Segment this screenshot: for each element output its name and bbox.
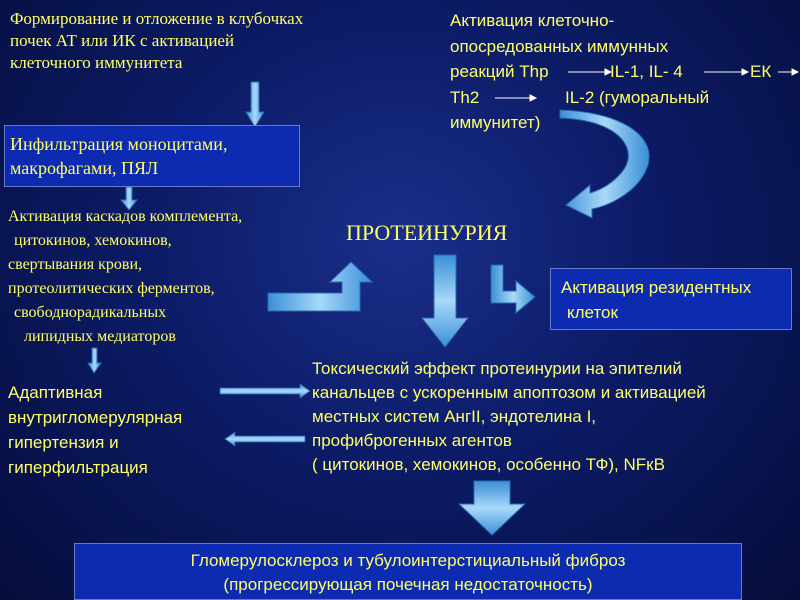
cascades-line: протеолитических ферментов, [8,280,215,297]
cascades-line: свободнорадикальных [14,304,167,321]
activation-immune-line: Активация клеточно- [450,11,615,30]
resident-cells-line: клеток [567,303,618,322]
proteinuria-label: ПРОТЕИНУРИЯ [346,220,508,245]
arrow-cascades-to-adaptive [88,348,101,373]
cascades-line: цитокинов, хемокинов, [14,232,172,249]
infiltration-text: Инфильтрация моноцитами, макрофагами, ПЯЛ [10,134,228,178]
cascades-line: липидных медиаторов [24,328,176,345]
sclerosis-box [74,543,742,600]
cascades-line: свертывания крови, [8,256,143,273]
infiltration-box [4,125,300,187]
activation-immune-line: реакций Thp [450,62,549,81]
arrow-toxic-to-adaptive [225,432,305,446]
arrow-formation-to-infiltration [246,82,264,127]
formation-text: Формирование и отложение в клубочках почек АТ или ИК с активацией клеточного иммунитета [10,9,304,72]
arrow-cascades-to-proteinuria [268,262,372,311]
toxic-line: ( цитокинов, хемокинов, особенно ТФ), NFкB [312,455,665,474]
toxic-line: канальцев с ускоренным апоптозом и активацией [312,383,706,402]
activation-immune-line: иммунитет) [450,113,541,132]
toxic-line: местных систем АнгII, эндотелина I, [312,407,597,426]
activation-immune-line: IL-2 (гуморальный [565,88,710,107]
activation-immune-line: IL-1, IL- 4 [610,62,683,81]
cascades-line: Активация каскадов комплемента, [8,208,243,225]
arrow-adaptive-to-toxic [220,384,310,398]
adaptive-line: Адаптивная [8,383,103,402]
arrow-toxic-to-sclerosis [459,481,525,535]
resident-cells-line: Активация резидентных [561,278,752,297]
adaptive-line: внутригломерулярная [8,408,183,427]
toxic-line: Токсический эффект протеинурии на эпителий [312,359,682,378]
sclerosis-line: Гломерулосклероз и тубулоинтерстициальный фиброз [190,551,626,570]
sclerosis-line: (прогрессирующая почечная недостаточность) [223,575,593,594]
activation-immune-line: опосредованных иммунных [450,37,669,56]
adaptive-line: гипертензия и [8,433,119,452]
arrow-proteinuria-to-resident [491,265,535,313]
arrow-curved-to-proteinuria [560,110,649,218]
adaptive-line: гиперфильтрация [8,458,148,477]
activation-immune-line: Th2 [450,88,480,107]
arrow-proteinuria-to-toxic [422,255,468,347]
toxic-line: профиброгенных агентов [312,431,512,450]
resident-cells-box [550,268,792,330]
activation-immune-line: ЕК [750,62,772,81]
